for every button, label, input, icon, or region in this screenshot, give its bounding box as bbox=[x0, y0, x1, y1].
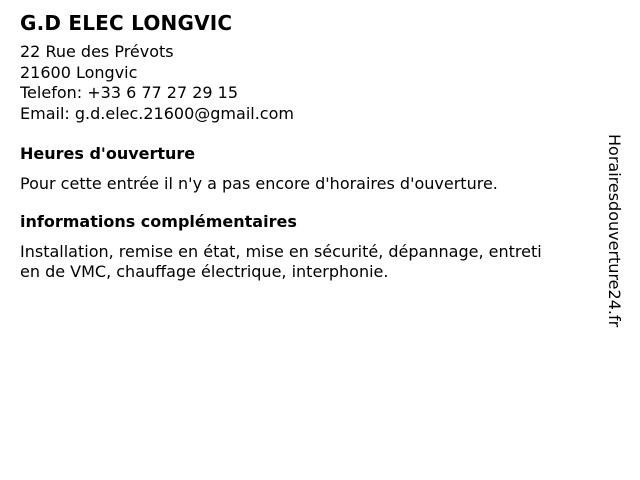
business-name: G.D ELEC LONGVIC bbox=[20, 11, 233, 35]
site-brand-vertical[interactable]: Horairesdouverture24.fr bbox=[605, 134, 624, 328]
additional-info-heading: informations complémentaires bbox=[20, 212, 297, 231]
city-postal: 21600 Longvic bbox=[20, 62, 138, 82]
additional-info-text bbox=[20, 242, 620, 282]
opening-hours-heading: Heures d'ouverture bbox=[20, 144, 196, 163]
additional-info-line: en de VMC, chauffage électrique, interphonie. bbox=[20, 262, 389, 281]
street-address: 22 Rue des Prévots bbox=[20, 42, 174, 61]
email-line[interactable]: Email: g.d.elec.21600@gmail.com bbox=[20, 103, 294, 123]
address-block bbox=[20, 42, 620, 124]
phone-line[interactable]: Telefon: +33 6 77 27 29 15 bbox=[20, 83, 239, 102]
additional-info-line: Installation, remise en état, mise en sécurité, dépannage, entreti bbox=[20, 242, 542, 261]
business-listing bbox=[20, 10, 620, 282]
opening-hours-text: Pour cette entrée il n'y a pas encore d'horaires d'ouverture. bbox=[20, 174, 498, 193]
